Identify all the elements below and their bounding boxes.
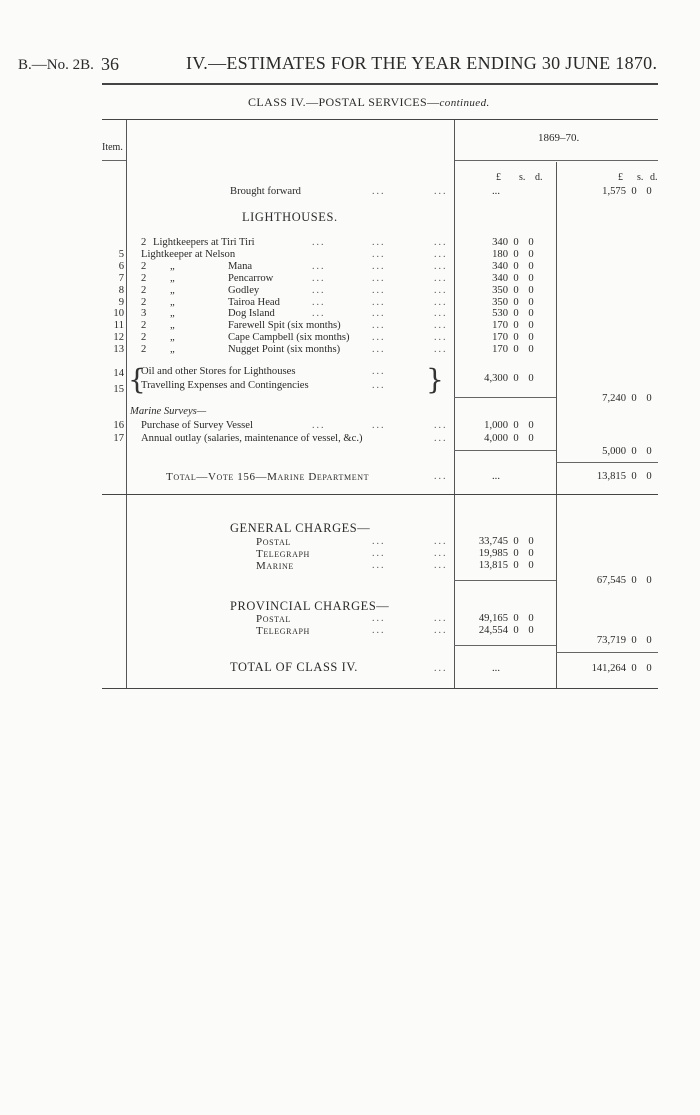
lighthouse-amount: 530 0 0	[492, 308, 534, 319]
leader-dots: ...	[372, 332, 386, 343]
charge-label: Postal	[256, 536, 291, 548]
lighthouse-qty: 2	[141, 261, 147, 272]
lighthouse-amount: 170 0 0	[492, 344, 534, 355]
ditto-mark: „	[170, 320, 175, 331]
lighthouse-name: Dog Island	[228, 308, 275, 319]
general-charges-heading: GENERAL CHARGES—	[230, 521, 371, 535]
item-number: 10	[113, 308, 124, 319]
survey-vessel-label: Purchase of Survey Vessel	[141, 420, 253, 431]
lighthouse-name: Lightkeeper at Nelson	[141, 249, 236, 260]
class-total: 141,264 0 0	[591, 663, 652, 674]
charge-label: Marine	[256, 560, 294, 572]
leader-dots: ...	[312, 308, 326, 319]
charge-label: Postal	[256, 613, 291, 625]
class-total-rule	[556, 652, 658, 653]
leader-dots: ...	[372, 613, 386, 624]
lighthouse-qty: 2	[141, 273, 147, 284]
provincial-charges-heading: PROVINCIAL CHARGES—	[230, 599, 390, 613]
leader-dots: ...	[434, 471, 448, 482]
leader-dots: ...	[372, 297, 386, 308]
header-rule	[102, 83, 658, 85]
marine-subtotal-rule	[454, 450, 556, 451]
pence-header: d.	[535, 172, 543, 183]
document-reference: B.—No. 2B.	[18, 57, 94, 73]
lighthouse-amount: 170 0 0	[492, 320, 534, 331]
lighthouse-amount: 170 0 0	[492, 332, 534, 343]
amount-column-divider	[454, 120, 455, 688]
amount-header-rule	[454, 160, 658, 161]
leader-dots: ...	[372, 344, 386, 355]
lighthouse-name: Nugget Point (six months)	[228, 344, 341, 355]
item-header-rule	[102, 160, 126, 161]
charge-label: Telegraph	[256, 625, 310, 637]
item-number: 15	[113, 384, 124, 395]
general-charges-subtotal: 67,545 0 0	[596, 575, 652, 586]
leader-dots: ...	[372, 536, 386, 547]
charge-amount: 24,554 0 0	[478, 625, 534, 636]
stores-amount: 4,300 0 0	[484, 373, 534, 384]
item-number: 16	[113, 420, 124, 431]
lighthouse-amount: 350 0 0	[492, 297, 534, 308]
vote-total-label: Total—Vote 156—Marine Department	[166, 471, 370, 483]
annual-outlay-amount: 4,000 0 0	[484, 433, 534, 444]
brought-forward-label: Brought forward	[230, 186, 301, 197]
brought-forward-total: 1,575 0 0	[602, 186, 652, 197]
leader-dots: ...	[312, 273, 326, 284]
marine-surveys-heading: Marine Surveys—	[130, 406, 207, 417]
pounds-header: £	[496, 172, 501, 183]
leader-dots: ...	[372, 285, 386, 296]
ditto-mark: „	[170, 297, 175, 308]
travelling-expenses-label: Travelling Expenses and Contingencies	[141, 380, 309, 391]
item-number: 6	[118, 261, 124, 272]
ditto-mark: „	[170, 308, 175, 319]
leader-dots: ...	[434, 613, 448, 624]
provincial-subtotal-rule	[454, 645, 556, 646]
pence-header: d.	[650, 172, 658, 183]
ditto-mark: „	[170, 285, 175, 296]
leader-dots: ...	[372, 560, 386, 571]
leader-dots: ...	[434, 560, 448, 571]
table-top-rule	[102, 119, 658, 120]
lighthouse-name: Lightkeepers at Tiri Tiri	[153, 237, 255, 248]
item-number: 11	[113, 320, 124, 331]
leader-dots: ...	[434, 273, 448, 284]
vote-total: 13,815 0 0	[596, 471, 652, 482]
oil-stores-label: Oil and other Stores for Lighthouses	[141, 366, 296, 377]
lighthouse-amount: 340 0 0	[492, 261, 534, 272]
lighthouse-subtotal-rule	[454, 397, 556, 398]
marine-surveys-subtotal: 5,000 0 0	[602, 446, 652, 457]
lighthouse-qty: 2	[141, 320, 147, 331]
leader-dots: ...	[372, 320, 386, 331]
item-number: 12	[113, 332, 124, 343]
lighthouse-amount: 180 0 0	[492, 249, 534, 260]
ditto-mark: „	[170, 332, 175, 343]
item-number: 5	[118, 249, 124, 260]
ditto-mark: „	[170, 273, 175, 284]
lighthouse-qty: 2	[141, 332, 147, 343]
lighthouse-amount: 340 0 0	[492, 237, 534, 248]
charge-amount: 19,985 0 0	[478, 548, 534, 559]
lighthouse-qty: 2	[141, 344, 147, 355]
item-number: 14	[113, 368, 124, 379]
shillings-header: s.	[519, 172, 526, 183]
page-number: 36	[101, 54, 119, 74]
leader-dots: ...	[372, 420, 386, 431]
leader-dots: ...	[372, 308, 386, 319]
leader-dots: ...	[372, 273, 386, 284]
lighthouse-qty: 2	[141, 237, 147, 248]
item-number: 8	[118, 285, 124, 296]
leader-dots: ...	[434, 663, 448, 674]
item-number: 9	[118, 297, 124, 308]
right-brace: }	[426, 363, 444, 396]
class-title: CLASS IV.—POSTAL SERVICES—continued.	[248, 95, 490, 109]
left-brace: {	[128, 363, 146, 396]
leader-dots: ...	[434, 261, 448, 272]
leader-dots: ...	[312, 237, 326, 248]
lighthouse-amount: 340 0 0	[492, 273, 534, 284]
ditto-mark: „	[170, 261, 175, 272]
total-column-divider	[556, 162, 557, 688]
leader-dots: ...	[372, 548, 386, 559]
leader-dots: ...	[434, 344, 448, 355]
leader-dots: ...	[372, 366, 386, 377]
lighthouse-name: Farewell Spit (six months)	[228, 320, 341, 331]
annual-outlay-label: Annual outlay (salaries, maintenance of vessel, &c.)	[141, 433, 363, 444]
lighthouse-name: Mana	[228, 261, 253, 272]
item-number: 17	[113, 433, 124, 444]
leader-dots: ...	[312, 285, 326, 296]
general-subtotal-rule	[454, 580, 556, 581]
class-total-amount: ...	[492, 663, 500, 674]
leader-dots: ...	[312, 420, 326, 431]
charge-amount: 13,815 0 0	[478, 560, 534, 571]
leader-dots: ...	[372, 261, 386, 272]
leader-dots: ...	[312, 261, 326, 272]
page-title: IV.—ESTIMATES FOR THE YEAR ENDING 30 JUNE 1870.	[186, 53, 658, 73]
charge-amount: 33,745 0 0	[478, 536, 534, 547]
survey-vessel-amount: 1,000 0 0	[484, 420, 534, 431]
lighthouse-name: Tairoa Head	[228, 297, 280, 308]
vote-total-amount: ...	[492, 471, 500, 482]
charge-amount: 49,165 0 0	[478, 613, 534, 624]
item-column-divider	[126, 120, 127, 688]
item-column-header: Item.	[102, 142, 123, 153]
leader-dots: ...	[434, 249, 448, 260]
lighthouse-qty: 2	[141, 297, 147, 308]
charge-label: Telegraph	[256, 548, 310, 560]
lighthouse-subtotal: 7,240 0 0	[602, 393, 652, 404]
item-number: 13	[113, 344, 124, 355]
item-number: 7	[118, 273, 124, 284]
leader-dots: ...	[434, 536, 448, 547]
leader-dots: ...	[434, 320, 448, 331]
lighthouse-qty: 2	[141, 285, 147, 296]
leader-dots: ...	[434, 332, 448, 343]
leader-dots: ...	[434, 297, 448, 308]
lighthouse-name: Godley	[228, 285, 260, 296]
leader-dots: ...	[434, 186, 448, 197]
vote-total-rule	[556, 462, 658, 463]
brought-forward-amount: ...	[492, 186, 500, 197]
lighthouses-heading: LIGHTHOUSES.	[242, 210, 338, 224]
lighthouse-name: Pencarrow	[228, 273, 274, 284]
leader-dots: ...	[372, 186, 386, 197]
ditto-mark: „	[170, 344, 175, 355]
leader-dots: ...	[372, 249, 386, 260]
leader-dots: ...	[312, 297, 326, 308]
provincial-charges-subtotal: 73,719 0 0	[596, 635, 652, 646]
lighthouse-qty: 3	[141, 308, 147, 319]
leader-dots: ...	[434, 548, 448, 559]
leader-dots: ...	[372, 237, 386, 248]
leader-dots: ...	[434, 237, 448, 248]
leader-dots: ...	[372, 625, 386, 636]
leader-dots: ...	[434, 420, 448, 431]
lighthouse-name: Cape Campbell (six months)	[228, 332, 350, 343]
section-rule	[102, 494, 658, 495]
leader-dots: ...	[434, 625, 448, 636]
year-column-header: 1869–70.	[538, 132, 580, 144]
leader-dots: ...	[372, 380, 386, 391]
lighthouse-amount: 350 0 0	[492, 285, 534, 296]
table-bottom-rule	[102, 688, 658, 689]
leader-dots: ...	[434, 433, 448, 444]
leader-dots: ...	[434, 285, 448, 296]
class-total-label: TOTAL OF CLASS IV.	[230, 660, 358, 674]
shillings-header: s.	[637, 172, 644, 183]
leader-dots: ...	[434, 308, 448, 319]
pounds-header: £	[618, 172, 623, 183]
